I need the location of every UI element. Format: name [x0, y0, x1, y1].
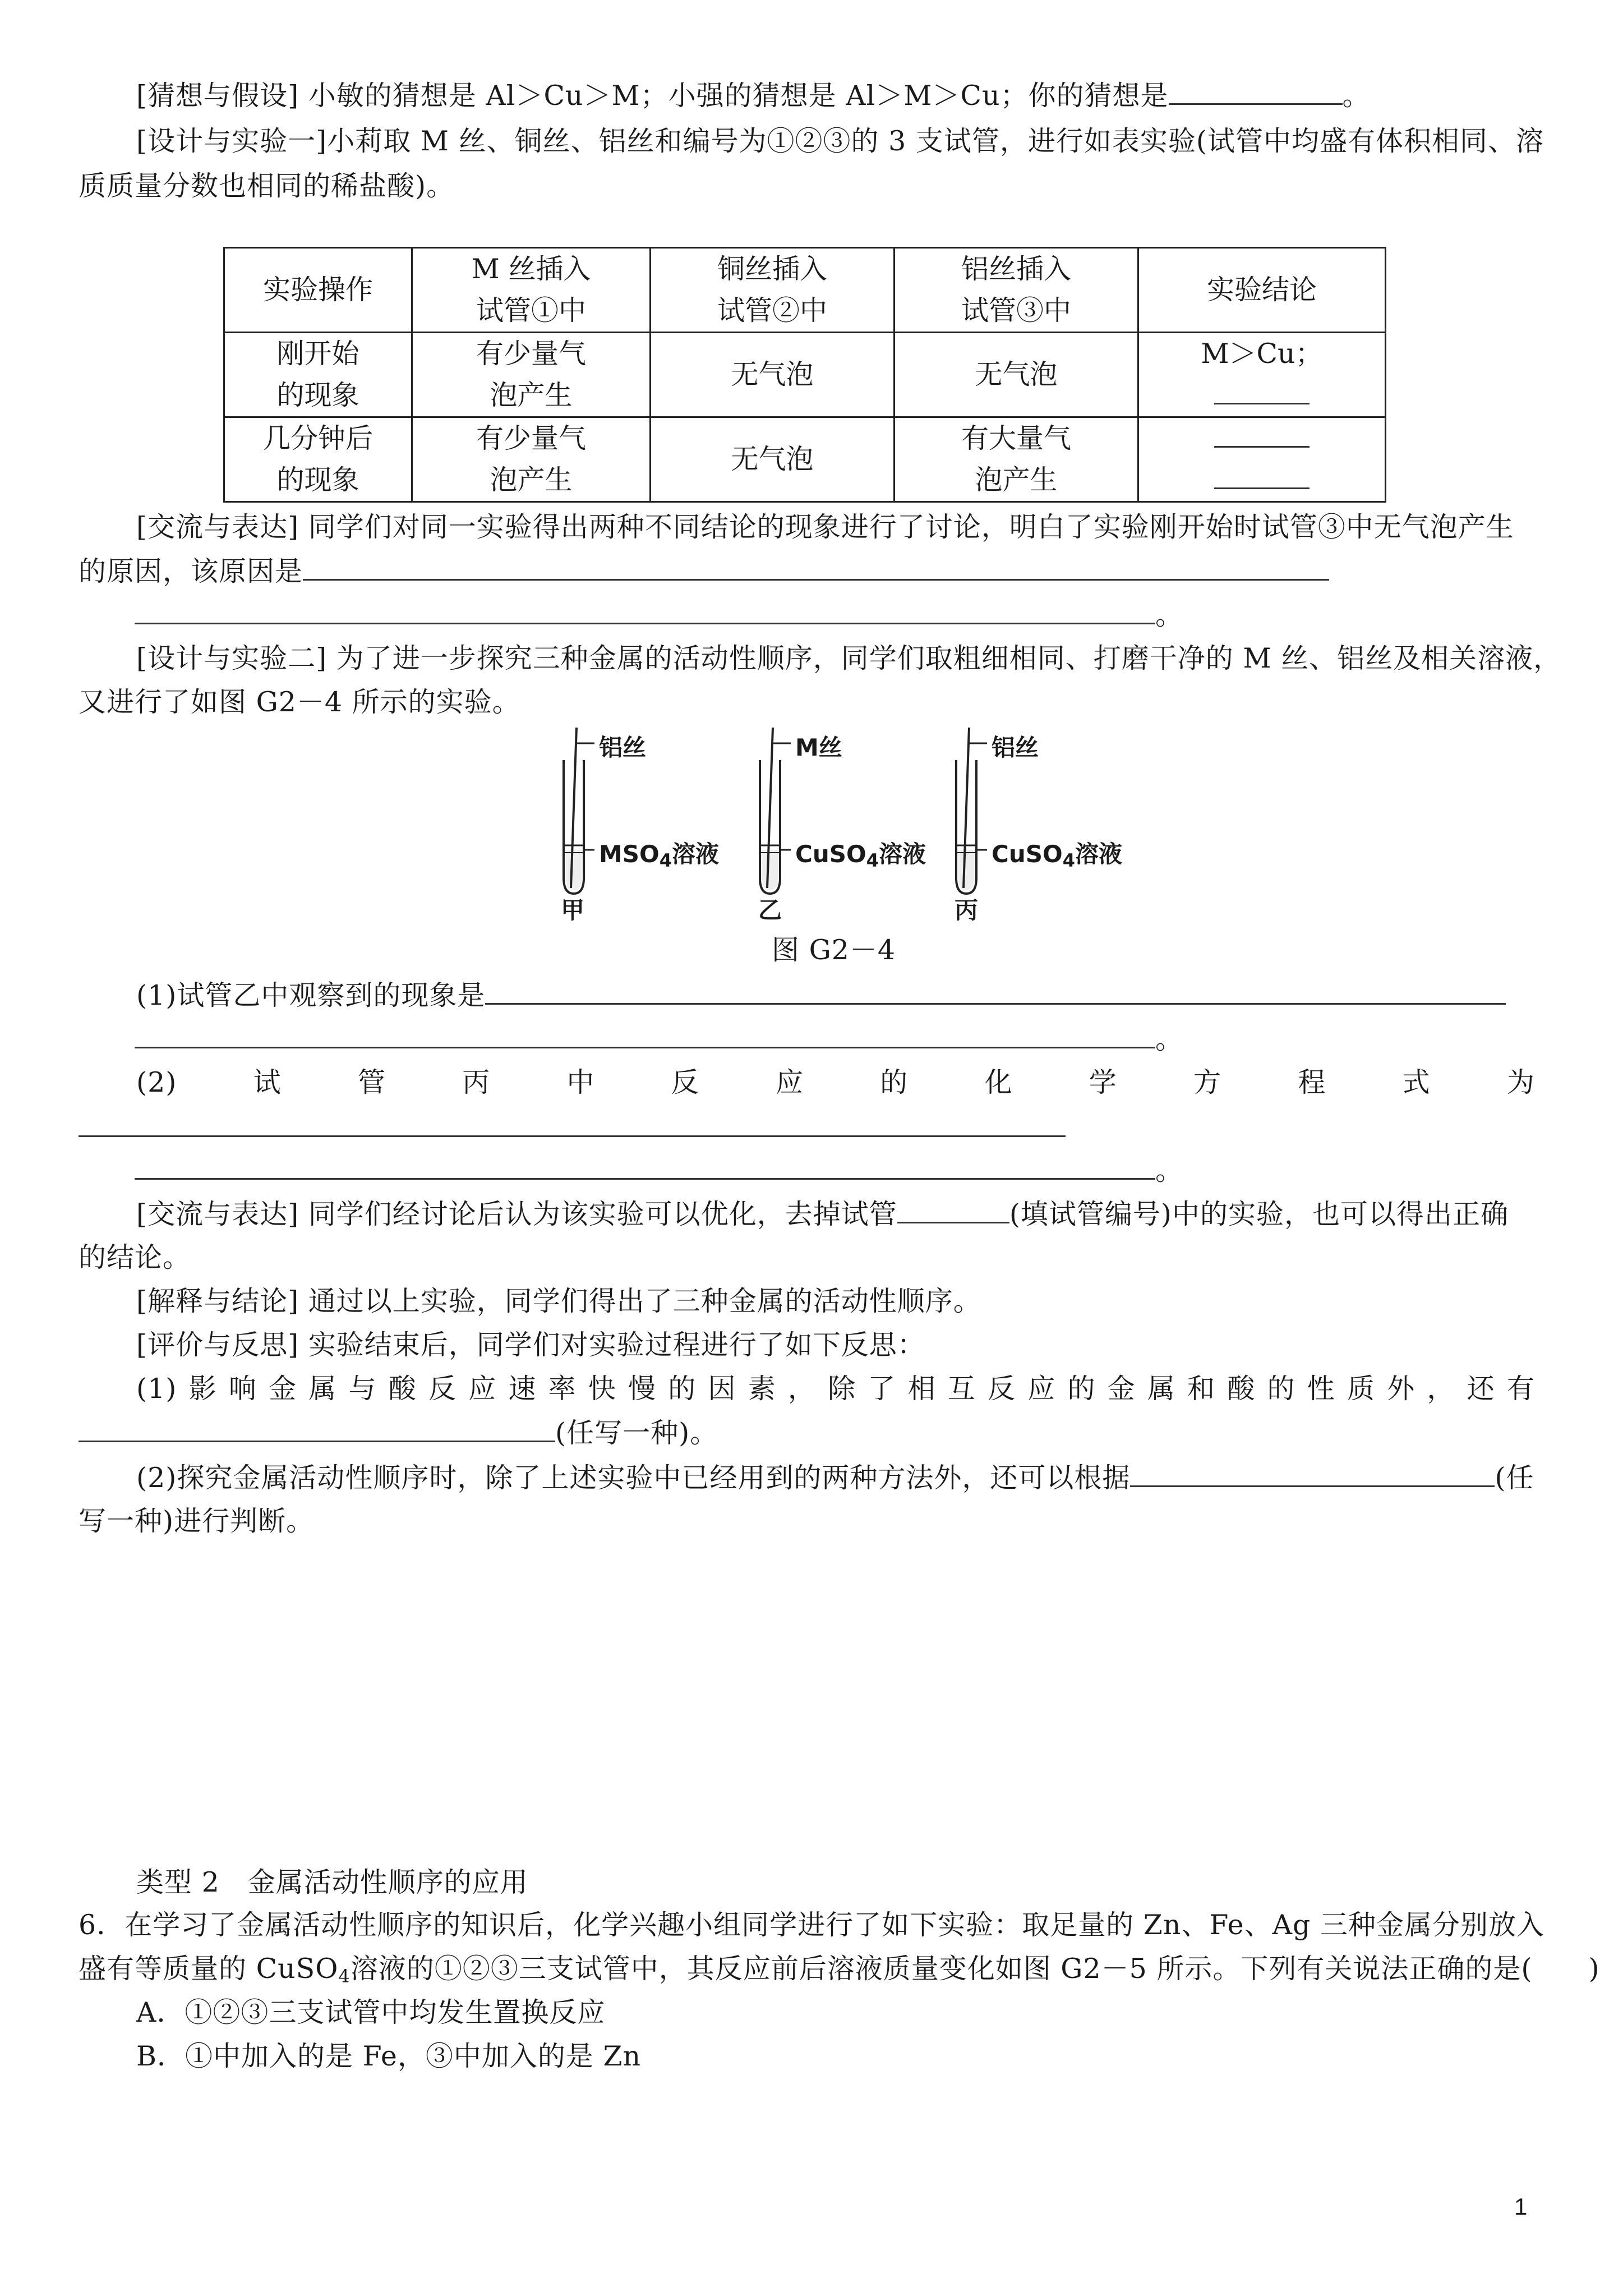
design1-line2: 质质量分数也相同的稀盐酸)。 [79, 170, 455, 202]
header-cell: 实验操作 [224, 248, 412, 333]
solution-label: CuSO$_4$溶液 [795, 840, 926, 871]
design2-line2: 又进行了如图 G2－4 所示的实验。 [79, 686, 520, 718]
spread-char: 金 [1107, 1373, 1136, 1405]
table-cell: 有少量气 泡产生 [412, 417, 651, 502]
spread-char: 化 [984, 1066, 1013, 1098]
conclusion-cell: M＞Cu； [1138, 333, 1386, 417]
spread-char: 反 [988, 1373, 1016, 1405]
table-row [224, 333, 1386, 417]
reflection-intro: [评价与反思] 实验结束后，同学们对实验过程进行了如下反思： [136, 1329, 925, 1361]
spread-char: 为 [1506, 1066, 1535, 1098]
answer-blank[interactable] [1214, 420, 1310, 448]
solution-label: $MSO_4$溶液 [599, 840, 720, 871]
spread-char: 了 [868, 1373, 896, 1405]
spread-char: 方 [1193, 1066, 1222, 1098]
header-cell: M 丝插入 试管①中 [412, 248, 651, 333]
answer-blank[interactable] [135, 1022, 1155, 1048]
spread-char: (2) [136, 1066, 177, 1098]
spread-char: 率 [548, 1373, 577, 1405]
tube-label-yi: 乙 [758, 896, 782, 924]
spread-char: 试 [253, 1066, 282, 1098]
spread-char: 响 [228, 1373, 257, 1405]
header-cell: 铜丝插入 试管②中 [651, 248, 895, 333]
table-cell: 有少量气 泡产生 [412, 333, 651, 417]
spread-char: 因 [708, 1373, 736, 1405]
spread-char: 外 [1387, 1373, 1415, 1405]
test-tube-yi [760, 728, 791, 894]
spread-char: 应 [468, 1373, 497, 1405]
experiment-table [223, 247, 1386, 503]
exchange2-line1: [交流与表达] 同学们经讨论后认为该实验可以优化，去掉试管 (填试管编号)中的实验，也可以得出正确 [136, 1198, 1509, 1230]
spread-char: 属 [1147, 1373, 1175, 1405]
spread-char: 酸 [1227, 1373, 1256, 1405]
header-cell: 铝丝插入 试管③中 [895, 248, 1138, 333]
test-tube-jia [564, 728, 594, 894]
answer-blank[interactable] [485, 978, 1506, 1005]
spread-char: 属 [308, 1373, 337, 1405]
spread-char: 性 [1307, 1373, 1335, 1405]
spread-char: 反 [671, 1066, 699, 1098]
hypothesis-text: [猜想与假设] 小敏的猜想是 Al＞Cu＞M；小强的猜想是 Al＞M＞Cu；你的猜想是 [136, 80, 1169, 112]
spread-char: 除 [828, 1373, 856, 1405]
q1-line2: 。 [135, 1022, 1183, 1056]
answer-blank[interactable] [303, 554, 1329, 581]
spread-char: 应 [1027, 1373, 1056, 1405]
q6-line1: 6．在学习了金属活动性顺序的知识后，化学兴趣小组同学进行了如下实验：取足量的 Zn、Fe、Ag 三种金属分别放入 [79, 1909, 1545, 1941]
q2-line2 [79, 1111, 1066, 1145]
page-number: 1 [1514, 2193, 1528, 2220]
design1-line1: [设计与实验一]小莉取 M 丝、铜丝、铝丝和编号为①②③的 3 支试管，进行如表实验(试管中均盛有体积相同、溶 [136, 125, 1544, 157]
spread-char: 中 [566, 1066, 595, 1098]
wire-label: M丝 [795, 734, 842, 761]
table-cell: 有大量气 泡产生 [895, 417, 1138, 502]
q2-line [136, 1066, 1535, 1099]
answer-blank[interactable] [1214, 377, 1310, 404]
spread-char: 学 [1089, 1066, 1117, 1098]
hypothesis-line: [猜想与假设] 小敏的猜想是 Al＞Cu＞M；小强的猜想是 Al＞M＞Cu；你的猜想是 。 [136, 80, 1371, 112]
answer-blank[interactable] [897, 1197, 1009, 1223]
exchange2-line2: 的结论。 [79, 1241, 191, 1273]
spread-char: 素 [748, 1373, 776, 1405]
conclusion-cell [1138, 417, 1386, 502]
spread-char: 管 [357, 1066, 386, 1098]
wire-label: 铝丝 [992, 734, 1039, 761]
spread-char: 的 [880, 1066, 909, 1098]
exchange1-line2: 的原因，该原因是 [79, 554, 1329, 588]
spread-char: 互 [947, 1373, 976, 1405]
q6-option-a: A．①②③三支试管中均发生置换反应 [136, 1996, 606, 2028]
answer-blank[interactable] [135, 1153, 1155, 1180]
spread-char: 快 [588, 1373, 616, 1405]
answer-blank[interactable] [1169, 79, 1343, 105]
answer-blank[interactable] [1214, 462, 1310, 489]
tube-label-bing: 丙 [955, 896, 979, 924]
spread-char: 式 [1402, 1066, 1431, 1098]
q6-option-b: B．①中加入的是 Fe，③中加入的是 Zn [136, 2040, 642, 2072]
wire-label: 铝丝 [599, 734, 647, 761]
answer-blank[interactable] [79, 1416, 555, 1442]
spread-char: 金 [269, 1373, 297, 1405]
answer-blank[interactable] [1130, 1461, 1495, 1487]
table-cell: 无气泡 [651, 333, 895, 417]
reflection-p1-line2: (任写一种)。 [79, 1416, 718, 1450]
spread-char: (1) [136, 1373, 177, 1405]
table-cell: 无气泡 [895, 333, 1138, 417]
answer-blank[interactable] [135, 598, 1155, 624]
design2-line1: [设计与实验二] 为了进一步探究三种金属的活动性顺序，同学们取粗细相同、打磨干净的 M 丝、铝丝及相关溶液， [136, 642, 1562, 674]
spread-char: 的 [1067, 1373, 1096, 1405]
figure-caption: 图 G2－4 [772, 934, 896, 966]
header-cell: 实验结论 [1138, 248, 1386, 333]
reflection-p1-line [136, 1372, 1535, 1406]
spread-char: 和 [1187, 1373, 1216, 1405]
reflection-p2-line2: 写一种)进行判断。 [79, 1505, 315, 1537]
solution-label: CuSO$_4$溶液 [992, 840, 1122, 871]
tube-label-jia: 甲 [561, 896, 585, 924]
conclusion-line: [解释与结论] 通过以上实验，同学们得出了三种金属的活动性顺序。 [136, 1285, 981, 1317]
answer-blank[interactable] [79, 1111, 1066, 1137]
q6-line2: 盛有等质量的 CuSO$_4$溶液的①②③三支试管中，其反应前后溶液质量变化如图 G2－5 所示。下列有关说法正确的是( ) [79, 1953, 1600, 1987]
reflection-p2-line: (2)探究金属活动性顺序时，除了上述实验中已经用到的两种方法外，还可以根据 (任 [136, 1462, 1534, 1494]
spread-char: 丙 [462, 1066, 491, 1098]
q2-line3: 。 [135, 1153, 1183, 1188]
spread-char: 相 [907, 1373, 936, 1405]
spread-char: 的 [668, 1373, 697, 1405]
spread-char: 影 [188, 1373, 217, 1405]
table-cell: 无气泡 [651, 417, 895, 502]
table-row [224, 417, 1386, 502]
spread-char: 程 [1298, 1066, 1326, 1098]
spread-char: 应 [776, 1066, 804, 1098]
spread-char: 慢 [628, 1373, 657, 1405]
table-header-row [224, 248, 1386, 333]
spread-char: ， [787, 1373, 816, 1405]
spread-char: 速 [508, 1373, 537, 1405]
spread-char: 有 [1506, 1373, 1535, 1405]
spread-char: 质 [1347, 1373, 1375, 1405]
spread-char: 反 [428, 1373, 457, 1405]
exchange1-line1: [交流与表达] 同学们对同一实验得出两种不同结论的现象进行了讨论，明白了实验刚开始时试管③中无气泡产生 [136, 511, 1514, 543]
spread-char: 的 [1267, 1373, 1295, 1405]
q1-line: (1)试管乙中观察到的现象是 [136, 978, 1506, 1013]
spread-char: 还 [1467, 1373, 1495, 1405]
table-cell: 几分钟后 的现象 [224, 417, 412, 502]
exchange1-line3: 。 [135, 598, 1183, 632]
spread-char: 酸 [388, 1373, 417, 1405]
section-heading: 类型 2 金属活动性顺序的应用 [136, 1866, 528, 1898]
spread-char: 与 [348, 1373, 377, 1405]
spread-char: ， [1427, 1373, 1455, 1405]
test-tube-bing [956, 728, 987, 894]
table-cell: 刚开始 的现象 [224, 333, 412, 417]
